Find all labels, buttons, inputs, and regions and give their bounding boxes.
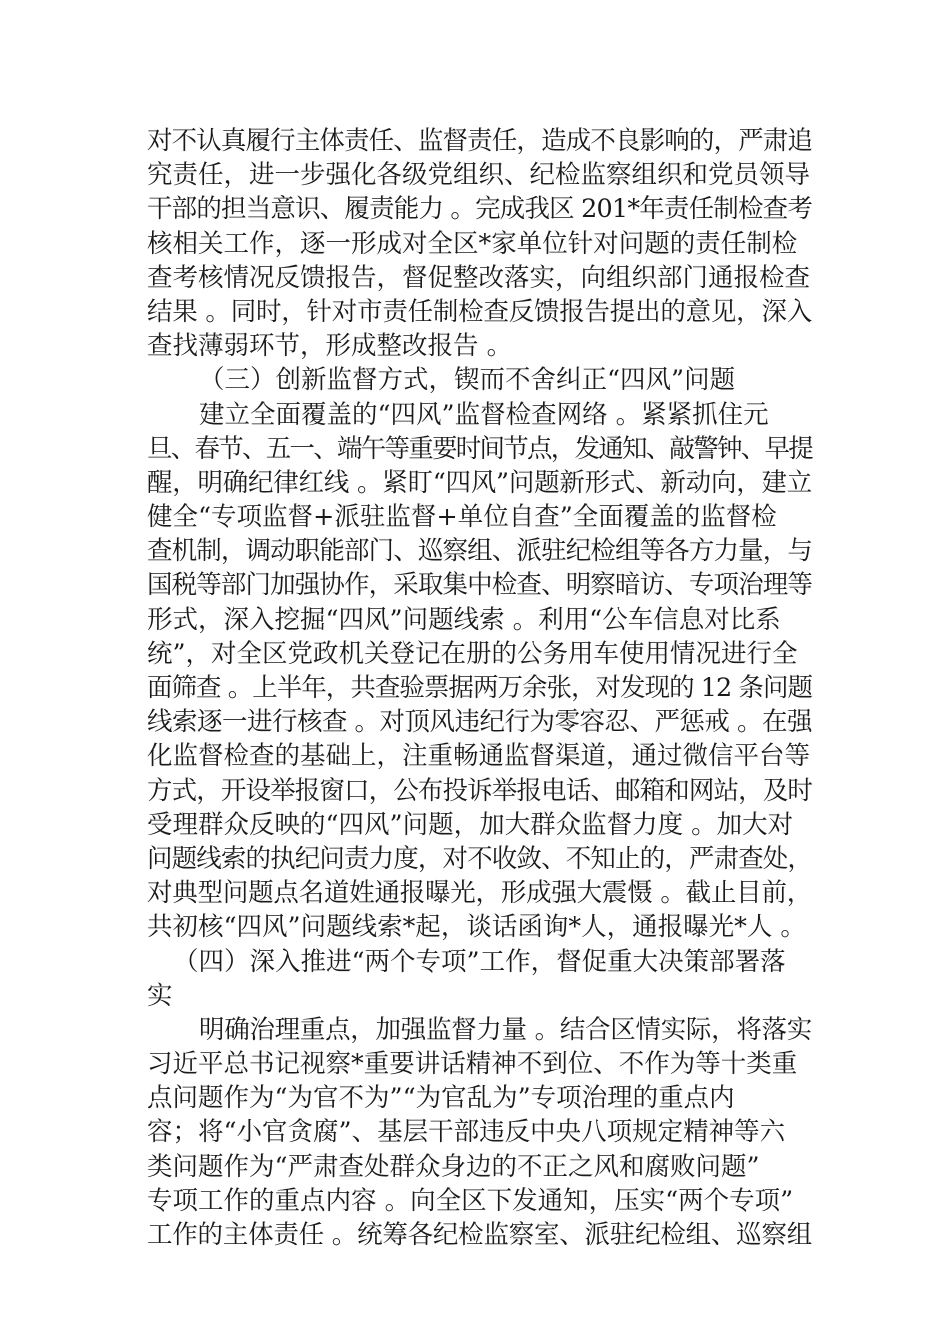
text-line: 专项工作的重点内容 。向全区下发通知，压实“两个专项” — [147, 1185, 794, 1216]
text-line: 点问题作为“为官不为”“为官乱为”专项治理的重点内 — [147, 1083, 735, 1114]
text-line: 旦、春节、五一、端午等重要时间节点，发通知、敲警钟、早提 — [147, 433, 812, 464]
section-heading-continuation: 实 — [147, 980, 173, 1011]
text-line: 问题线索的执纪问责力度，对不收敛、不知止的，严肃查处， — [147, 843, 812, 874]
text-line: 线索逐一进行核查 。对顶风违纪行为零容忍、严惩戒 。在强 — [147, 707, 812, 738]
text-line: 查考核情况反馈报告，督促整改落实，向组织部门通报检查 — [147, 262, 811, 293]
text-line: 方式，开设举报窗口，公布投诉举报电话、邮箱和网站，及时 — [147, 775, 812, 806]
text-line: 明确治理重点，加强监督力量 。结合区情实际，将落实 — [199, 1014, 812, 1045]
text-line: 究责任，进一步强化各级党组织、纪检监察组织和党员领导 — [147, 160, 811, 191]
text-line: 对典型问题点名道姓通报曝光，形成强大震慑 。截止目前， — [147, 878, 812, 909]
text-line: 干部的担当意识、履责能力 。完成我区 201*年责任制检查考 — [147, 194, 812, 225]
text-line: 类问题作为“严肃查处群众身边的不正之风和腐败问题” — [147, 1151, 760, 1182]
section-heading: （三）创新监督方式，锲而不舍纠正“四风”问题 — [199, 365, 736, 396]
text-line: 查找薄弱环节，形成整改报告 。 — [147, 331, 513, 362]
text-line: 对不认真履行主体责任、监督责任，造成不良影响的，严肃追 — [147, 126, 812, 156]
text-line: 健全“专项监督+派驻监督+单位自查”全面覆盖的监督检 — [147, 502, 777, 533]
section-heading: （四）深入推进“两个专项”工作，督促重大决策部署落 — [173, 946, 786, 977]
text-line: 结果 。同时，针对市责任制检查反馈报告提出的意见，深入 — [147, 296, 812, 327]
text-line: 形式，深入挖掘“四风”问题线索 。利用“公车信息对比系 — [147, 604, 781, 635]
document-body — [147, 124, 812, 1252]
text-line: 醒，明确纪律红线 。紧盯“四风”问题新形式、新动向，建立 — [147, 467, 812, 498]
text-line: 核相关工作，逐一形成对全区*家单位针对问题的责任制检 — [147, 228, 798, 259]
text-line: 建立全面覆盖的“四风”监督检查网络 。紧紧抓住元 — [199, 399, 769, 430]
text-line: 容；将“小官贪腐”、基层干部违反中央八项规定精神等六 — [147, 1117, 786, 1148]
text-line: 共初核“四风”问题线索*起，谈话函询*人，通报曝光*人 。 — [147, 912, 806, 943]
text-line: 国税等部门加强协作，采取集中检查、明察暗访、专项治理等 — [147, 570, 812, 601]
text-line: 面筛查 。上半年，共查验票据两万余张，对发现的 12 条问题 — [147, 673, 812, 703]
text-line: 化监督检查的基础上，注重畅通监督渠道，通过微信平台等 — [147, 741, 811, 772]
text-line: 习近平总书记视察*重要讲话精神不到位、不作为等十类重 — [147, 1049, 798, 1080]
text-line: 查机制，调动职能部门、巡察组、派驻纪检组等各方力量，与 — [147, 536, 812, 567]
text-line: 统”，对全区党政机关登记在册的公务用车使用情况进行全 — [147, 638, 798, 669]
text-line: 受理群众反映的“四风”问题，加大群众监督力度 。加大对 — [147, 809, 794, 840]
text-line: 工作的主体责任 。统筹各纪检监察室、派驻纪检组、巡察组 — [147, 1220, 812, 1250]
